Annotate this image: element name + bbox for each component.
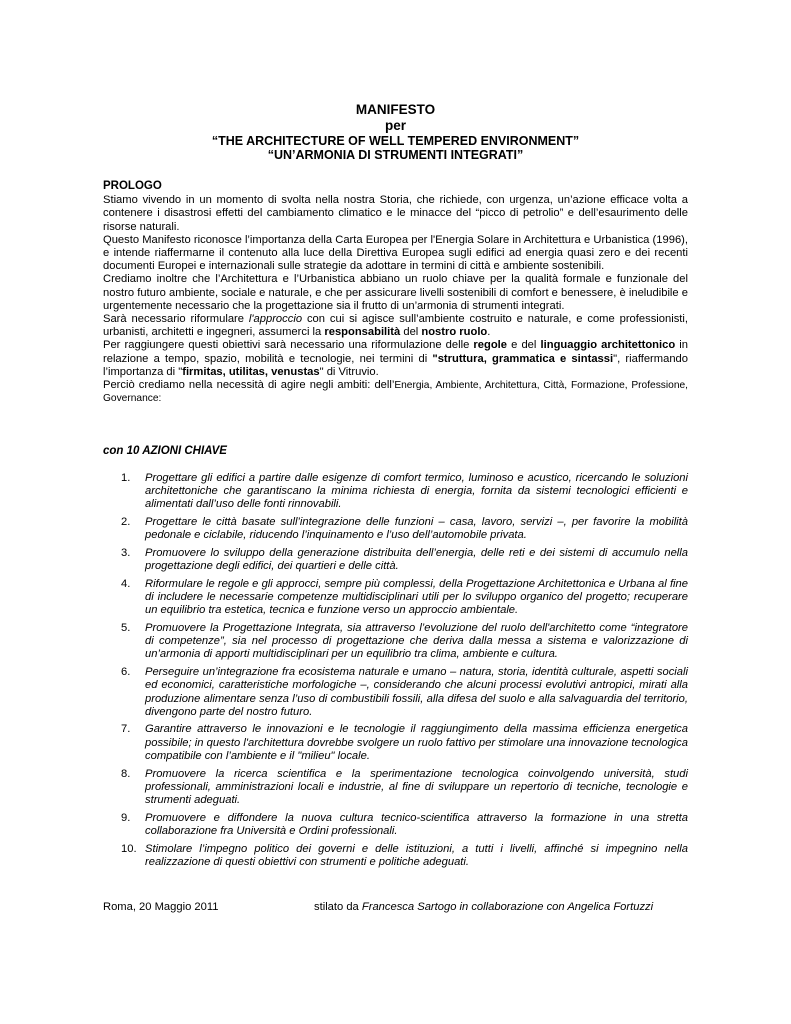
prologo-paragraph-2: Questo Manifesto riconosce l’importanza della Carta Europea per l'Energia Solare in Architettura e Urbanistica (1996), e intende riaffermarne il contenuto alla luce della Direttiva Europea sugli edifici ad energia quasi zero e dei recenti documenti Europei e internazionali sulle strategie da adottare in termini di città e ambiente sostenibili. bbox=[103, 233, 688, 273]
title-armonia: “UN’ARMONIA DI STRUMENTI INTEGRATI” bbox=[267, 148, 524, 162]
footer-date: Roma, 20 Maggio 2011 bbox=[103, 901, 219, 913]
list-number: 7. bbox=[121, 723, 131, 736]
text-run: del bbox=[400, 326, 422, 339]
list-item bbox=[121, 768, 688, 808]
list-text: Riformulare le regole e gli approcci, sempre più complessi, della Progettazione Architettonica e Urbana al fine di includere le necessarie competenze multidisciplinari utili per lo sviluppo organico del progetto; recuperare un equilibrio tra estetica, tecnica e funzione verso un approccio ambientale. bbox=[145, 577, 688, 617]
list-number: 2. bbox=[121, 516, 131, 529]
text-run-bold: nostro ruolo bbox=[421, 326, 488, 339]
title-manifesto: MANIFESTO bbox=[355, 102, 436, 117]
list-number: 10. bbox=[121, 842, 137, 855]
title-block bbox=[103, 102, 688, 162]
list-item bbox=[121, 578, 688, 618]
list-text: Promuovere lo sviluppo della generazione distribuita dell’energia, delle reti e dei sistemi di accumulo nella progettazione degli edifici, dei quartieri e delle città. bbox=[145, 547, 688, 573]
list-number: 8. bbox=[121, 767, 131, 780]
list-text: Progettare le città basate sull’integrazione delle funzioni – casa, lavoro, servizi –, per favorire la mobilità pedonale e ciclabile, riducendo l’inquinamento e l’uso dell’automobile privata. bbox=[145, 516, 688, 542]
list-text: Promuovere e diffondere la nuova cultura tecnico-scientifica attraverso la formazione in una stretta collaborazione fra Università e Ordini professionali. bbox=[145, 811, 688, 837]
list-text: Stimolare l’impegno politico dei governi e delle istituzioni, a tutti i livelli, affinché si impegnino nella realizzazione di questi obiettivi con strumenti e politiche adeguati. bbox=[145, 842, 688, 868]
list-item bbox=[121, 622, 688, 662]
list-number: 5. bbox=[121, 622, 131, 635]
signature-prefix: stilato da bbox=[314, 901, 362, 913]
text-run-bold: firmitas, utilitas, venustas bbox=[182, 365, 320, 378]
text-run: con cui si agisce sull’ambiente costruito e naturale, e come professionisti, urbanisti, architetti e ingegneri, assumerci la bbox=[103, 313, 688, 339]
list-number: 6. bbox=[121, 666, 131, 679]
footer-signature bbox=[314, 900, 653, 914]
list-text: Promuovere la Progettazione Integrata, sia attraverso l’evoluzione del ruolo dell'architetto come “integratore di competenze”, sia nel processo di progettazione che deriva dalla messa a sistema e valorizzazione di un’armonia di apporti multidisciplinari per un equilibrio tra clima, ambiente e cultura. bbox=[145, 622, 688, 661]
list-item bbox=[121, 812, 688, 838]
list-item bbox=[121, 547, 688, 573]
text-run-bold: regole bbox=[473, 339, 507, 352]
text-run-italic: l'approccio bbox=[248, 313, 303, 326]
text-run: in relazione a tempo, spazio, mobilità e tecnologie, nei termini di bbox=[103, 339, 688, 365]
text-run-bold: linguaggio architettonico bbox=[540, 339, 676, 352]
list-number: 4. bbox=[121, 577, 131, 590]
text-run: . bbox=[487, 326, 491, 339]
list-number: 9. bbox=[121, 811, 131, 824]
list-number: 3. bbox=[121, 547, 131, 560]
text-run-bold: responsabilità bbox=[324, 326, 401, 339]
list-item bbox=[121, 516, 688, 542]
title-per: per bbox=[384, 118, 406, 133]
list-item bbox=[121, 843, 688, 869]
text-run: Per raggiungere questi obiettivi sarà necessario una riformulazione delle bbox=[103, 339, 474, 352]
list-text: Perseguire un’integrazione fra ecosistema naturale e umano – natura, storia, identità culturale, aspetti sociali ed economici, caratteristiche morfologiche –, considerando che alcuni processi evolutivi antropici, mirati alla produzione alimentare senza l’uso di combustibili fossili, alla difesa del suolo e alla salvaguardia del territorio, divengono parte del nostro futuro. bbox=[145, 666, 688, 718]
text-run: e del bbox=[507, 339, 541, 352]
list-item bbox=[121, 723, 688, 763]
list-item bbox=[121, 666, 688, 719]
text-run: " di Vitruvio. bbox=[319, 365, 379, 378]
prologo-paragraph-5 bbox=[103, 339, 688, 379]
prologo-paragraph-3: Crediamo inoltre che l’Architettura e l’Urbanistica abbiano un ruolo chiave per la qualità formale e funzionale del nostro futuro ambiente, sociale e naturale, e che per assicurare livelli sostenibili di comfort e benessere, è ineludibile e urgentemente necessario che la progettazione sia il frutto di un’armonia di strumenti integrati. bbox=[103, 273, 688, 312]
prologo-heading: PROLOGO bbox=[103, 180, 162, 192]
azioni-heading: con 10 AZIONI CHIAVE bbox=[103, 445, 227, 457]
text-run-small: Energia, Ambiente, Architettura, Città, Formazione, Professione, Governance: bbox=[103, 380, 688, 405]
list-number: 1. bbox=[121, 472, 131, 484]
prologo-paragraph-4 bbox=[103, 313, 688, 339]
azioni-list bbox=[121, 472, 688, 873]
list-text: Progettare gli edifici a partire dalle esigenze di comfort termico, luminoso e acustico, ricercando le soluzioni architettoniche che garantiscano la minima richiesta di energia, fornita da sistemi tecnologici efficienti e alimentati dall’uso delle fonti rinnovabili. bbox=[145, 472, 688, 511]
prologo-paragraph-1: Stiamo vivendo in un momento di svolta nella nostra Storia, che richiede, con urgenza, un’azione efficace volta a contenere i disastrosi effetti del cambiamento climatico e le minacce del “picco di petrolio” e dell’esaurimento delle risorse naturali. bbox=[103, 194, 688, 233]
text-run: Sarà necessario riformulare bbox=[103, 313, 249, 326]
text-run: Perciò crediamo nella necessità di agire negli ambiti: dell’ bbox=[103, 379, 395, 392]
text-run: ", riaffermando l’importanza di " bbox=[103, 352, 688, 378]
list-text: Garantire attraverso le innovazioni e le tecnologie il raggiungimento della massima efficienza energetica possibile; in questo l'architettura dovrebbe svolgere un ruolo fattivo per stimolare una innovazione tecnologica compatibile con l’ambiente e il "milieu" locale. bbox=[145, 723, 688, 762]
list-item bbox=[121, 472, 688, 512]
prologo-paragraph-6 bbox=[103, 379, 688, 405]
title-architecture: “THE ARCHITECTURE OF WELL TEMPERED ENVIRONMENT” bbox=[211, 134, 580, 148]
text-run-bold: "struttura, grammatica e sintassi bbox=[432, 352, 614, 365]
prologo-section bbox=[103, 180, 688, 405]
list-text: Promuovere la ricerca scientifica e la sperimentazione tecnologica coinvolgendo università, studi professionali, amministrazioni locali e industrie, al fine di sviluppare un repertorio di tecniche, tecnologie e strumenti adeguati. bbox=[145, 767, 688, 806]
signature-authors: Francesca Sartogo in collaborazione con Angelica Fortuzzi bbox=[361, 901, 654, 913]
